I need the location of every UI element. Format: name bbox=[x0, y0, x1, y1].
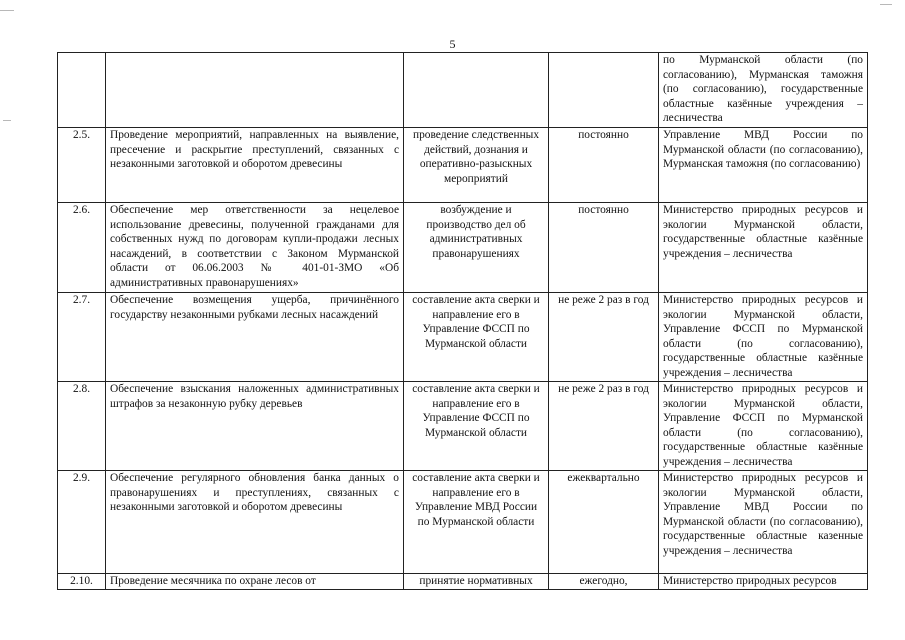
table-row bbox=[58, 471, 868, 574]
table-row bbox=[58, 382, 868, 471]
row-number: 2.10. bbox=[58, 574, 106, 590]
scan-artifact bbox=[3, 120, 11, 121]
measure-action bbox=[106, 53, 404, 128]
row-number: 2.9. bbox=[58, 471, 106, 574]
measure-responsible: Министерство природных ресурсов и экологии Мурманской области, Управление ФССП по Мурманской области (по согласованию), государственные областные казённые учреждения – лесничества bbox=[659, 382, 868, 471]
measure-form: составление акта сверки и направление его в Управление ФССП по Мурманской области bbox=[404, 293, 549, 382]
measure-action: Обеспечение регулярного обновления банка данных о правонарушениях и преступлениях, связанных с незаконными заготовкой и оборотом древесины bbox=[106, 471, 404, 574]
measure-form: возбуждение и производство дел об административных правонарушениях bbox=[404, 203, 549, 293]
scan-artifact bbox=[0, 10, 14, 11]
table-row bbox=[58, 128, 868, 203]
measure-form: проведение следственных действий, дознания и оперативно-разыскных мероприятий bbox=[404, 128, 549, 203]
measure-responsible: Министерство природных ресурсов и экологии Мурманской области, государственные областные казённые учреждения – лесничества bbox=[659, 203, 868, 293]
measure-form: принятие нормативных bbox=[404, 574, 549, 590]
row-number: 2.7. bbox=[58, 293, 106, 382]
table-row bbox=[58, 293, 868, 382]
measure-term: постоянно bbox=[549, 128, 659, 203]
measure-responsible: Управление МВД России по Мурманской области (по согласованию), Мурманская таможня (по согласованию) bbox=[659, 128, 868, 203]
row-number: 2.6. bbox=[58, 203, 106, 293]
measure-term: постоянно bbox=[549, 203, 659, 293]
measure-form: составление акта сверки и направление его в Управление ФССП по Мурманской области bbox=[404, 382, 549, 471]
measure-responsible: Министерство природных ресурсов bbox=[659, 574, 868, 590]
measure-action: Обеспечение взыскания наложенных административных штрафов за незаконную рубку деревьев bbox=[106, 382, 404, 471]
scan-artifact bbox=[880, 4, 892, 5]
measures-table bbox=[57, 52, 868, 590]
measure-form: составление акта сверки и направление его в Управление МВД России по Мурманской области bbox=[404, 471, 549, 574]
table-row bbox=[58, 53, 868, 128]
page-number: 5 bbox=[449, 37, 456, 51]
table-row bbox=[58, 574, 868, 590]
measure-term: ежеквартально bbox=[549, 471, 659, 574]
measure-term bbox=[549, 53, 659, 128]
table-row bbox=[58, 203, 868, 293]
measure-action: Обеспечение мер ответственности за нецелевое использование древесины, полученной гражданами для собственных нужд по договорам купли-продажи лесных насаждений, в соответствии с Законом Мурманской области от 06.06.2003 № 401-01-ЗМО «Об административных правонарушениях» bbox=[106, 203, 404, 293]
row-number: 2.5. bbox=[58, 128, 106, 203]
measure-form bbox=[404, 53, 549, 128]
measure-term: не реже 2 раз в год bbox=[549, 293, 659, 382]
measure-responsible: Министерство природных ресурсов и экологии Мурманской области, Управление МВД России по Мурманской области (по согласованию), государственные областные казенные учреждения – лесничества bbox=[659, 471, 868, 574]
row-number: 2.8. bbox=[58, 382, 106, 471]
measure-action: Проведение мероприятий, направленных на выявление, пресечение и раскрытие преступлений, связанных с незаконными заготовкой и оборотом древесины bbox=[106, 128, 404, 203]
measure-action: Проведение месячника по охране лесов от bbox=[106, 574, 404, 590]
measure-responsible: по Мурманской области (по согласованию), Мурманская таможня (по согласованию), государственные областные казённые учреждения – лесничества bbox=[659, 53, 868, 128]
row-number bbox=[58, 53, 106, 128]
measure-term: не реже 2 раз в год bbox=[549, 382, 659, 471]
measure-term: ежегодно, bbox=[549, 574, 659, 590]
measure-action: Обеспечение возмещения ущерба, причинённого государству незаконными рубками лесных насаждений bbox=[106, 293, 404, 382]
measure-responsible: Министерство природных ресурсов и экологии Мурманской области, Управление ФССП по Мурманской области (по согласованию), государственные областные казённые учреждения – лесничества bbox=[659, 293, 868, 382]
